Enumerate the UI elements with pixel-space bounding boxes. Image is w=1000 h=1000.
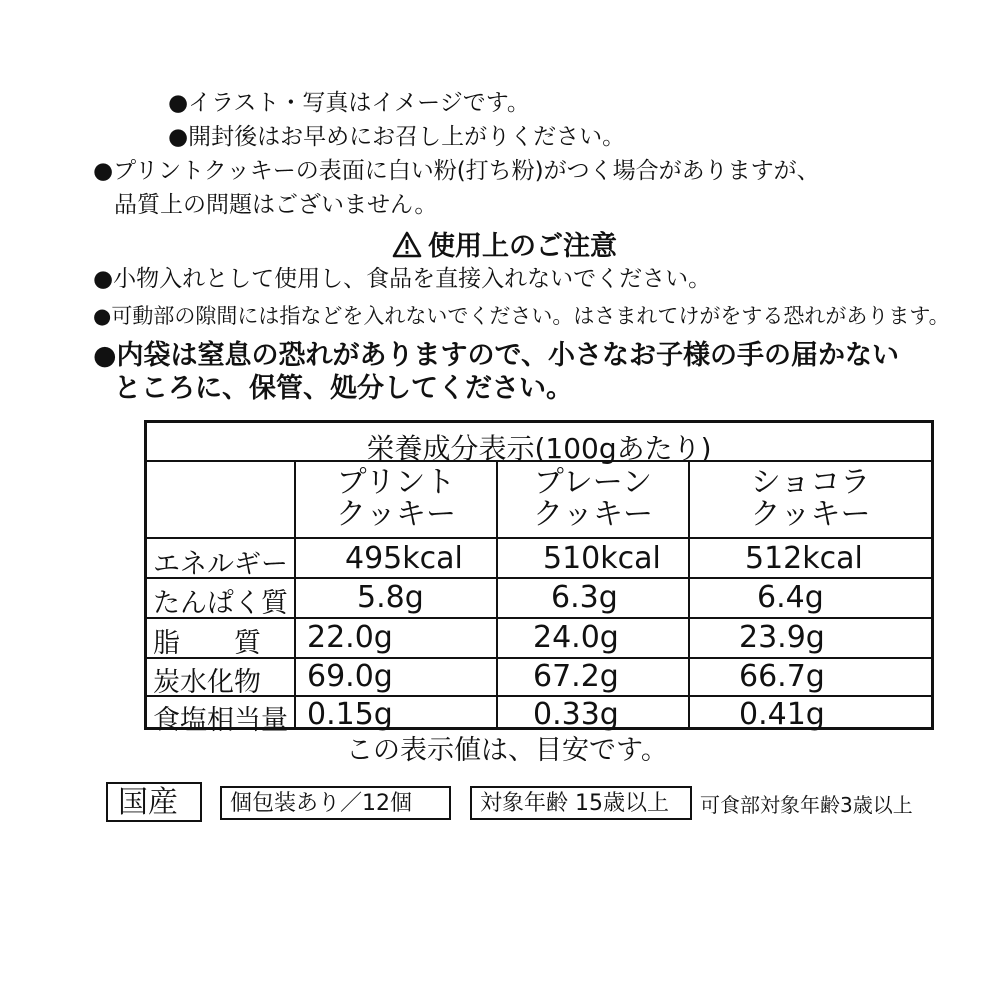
column-header-chocolat-cookie: ショコラ クッキー — [750, 465, 871, 532]
age-target-badge: 対象年齢 15歳以上 — [470, 786, 692, 820]
value-energy-chocolat: 512kcal — [745, 541, 863, 576]
value-energy-plain: 510kcal — [543, 541, 661, 576]
row-label-fat: 脂 質 — [153, 628, 261, 659]
warning-icon — [392, 231, 422, 258]
value-carb-chocolat: 66.7g — [739, 659, 825, 694]
caution-item-suffocation-line2: ところに、保管、処分してください。 — [114, 373, 573, 404]
nutrition-table — [144, 420, 934, 736]
value-protein-chocolat: 6.4g — [757, 580, 824, 615]
note-illustration: ●イラスト・写真はイメージです。 — [168, 90, 530, 116]
value-salt-chocolat: 0.41g — [739, 697, 825, 732]
nutrition-title: 栄養成分表示(100gあたり) — [366, 432, 712, 465]
value-fat-plain: 24.0g — [533, 620, 619, 655]
note-powder-line1: ●プリントクッキーの表面に白い粉(打ち粉)がつく場合がありますが、 — [93, 158, 820, 184]
row-label-salt: 食塩相当量 — [153, 705, 288, 736]
caution-item-suffocation-line1: ●内袋は窒息の恐れがありますので、小さなお子様の手の届かない — [93, 340, 900, 371]
value-protein-plain: 6.3g — [551, 580, 618, 615]
caution-heading — [392, 231, 617, 260]
nutrition-footnote: この表示値は、目安です。 — [346, 735, 668, 766]
value-fat-chocolat: 23.9g — [739, 620, 825, 655]
value-carb-print: 69.0g — [307, 659, 393, 694]
origin-badge: 国産 — [106, 782, 202, 822]
value-energy-print: 495kcal — [345, 541, 463, 576]
packaging-badge: 個包装あり／12個 — [220, 786, 451, 820]
column-header-print-cookie: プリント クッキー — [336, 465, 456, 532]
value-fat-print: 22.0g — [307, 620, 393, 655]
value-salt-print: 0.15g — [307, 697, 393, 732]
note-eat-soon: ●開封後はお早めにお召し上がりください。 — [168, 124, 626, 150]
caution-heading-text: 使用上のご注意 — [428, 231, 617, 262]
row-label-protein: たんぱく質 — [153, 588, 288, 619]
edible-age-text: 可食部対象年齢3歳以上 — [700, 793, 913, 817]
caution-item-container: ●小物入れとして使用し、食品を直接入れないでください。 — [93, 266, 712, 292]
value-protein-print: 5.8g — [357, 580, 424, 615]
value-carb-plain: 67.2g — [533, 659, 619, 694]
note-powder-line2: 品質上の問題はございません。 — [114, 192, 438, 218]
column-header-plain-cookie: プレーン クッキー — [533, 465, 653, 532]
caution-item-moving-parts: ●可動部の隙間には指などを入れないでください。はさまれてけがをする恐れがあります。 — [93, 304, 950, 328]
row-label-energy: エネルギー — [153, 549, 288, 580]
value-salt-plain: 0.33g — [533, 697, 619, 732]
row-label-carbohydrate: 炭水化物 — [153, 667, 261, 698]
